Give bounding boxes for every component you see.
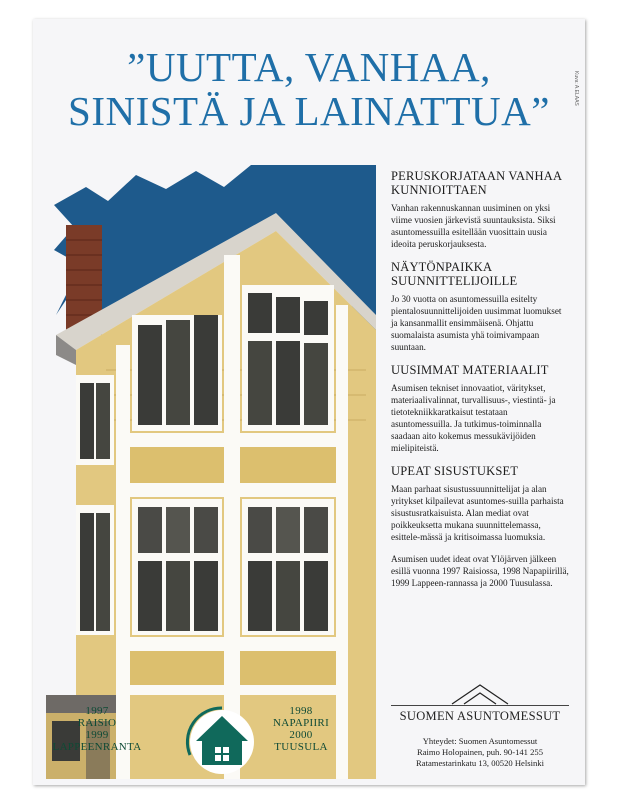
house-illustration	[46, 165, 376, 779]
section-body: Jo 30 vuotta on asuntomessuilla esitelty pientalosuunnittelijoiden uusimmat luomukset ja kansanmallit ensimmäisenä. Ohjattu suomalaista asumista yhä toimivampaan suuntaan.	[391, 294, 562, 352]
section-title: NÄYTÖNPAIKKA SUUNNITTELIJOILLE	[391, 260, 518, 288]
contact-info	[391, 736, 569, 769]
roof-logo-icon	[450, 683, 510, 705]
section-interiors	[391, 464, 569, 543]
badge-left-year-1: 1997	[85, 705, 109, 717]
section-title: PERUSKORJATAAN VANHAA KUNNIOITTAEN	[391, 169, 562, 197]
contact-line-2: Raimo Holopainen, puh. 90-141 255	[416, 747, 544, 757]
section-body: Asumisen tekniset innovaatiot, väritykset, materiaalivalinnat, turvallisuus-, viestintä- ja tietotekniikkaratkaisut testataan asuntomessuilla. Ja tutkimus-toiminnalla saadaan aito kokemus messukävijöiden mielipiteistä.	[391, 383, 556, 453]
section-designers	[391, 260, 569, 353]
badge-right	[256, 705, 346, 753]
badge-left-city-2: LAPPEENRANTA	[52, 741, 142, 753]
badge-right-year-1: 1998	[289, 705, 313, 717]
headline-line-2: SINISTÄ JA LAINATTUA”	[68, 88, 550, 134]
text-column	[391, 169, 569, 599]
section-body: Maan parhaat sisustussuunnittelijat ja alan yritykset kilpailevat asuntomes-suilla parhaista sisustusratkaisuista. Alan mediat ovat poikkeuksetta mukana suunnittelemassa, esittele-mässä ja kritisoimassa luomuksia.	[391, 484, 564, 542]
contact-line-1: Yhteydet: Suomen Asuntomessut	[422, 736, 538, 746]
organizer-logo	[391, 683, 569, 769]
badge-left-city-1: RAISIO	[77, 717, 117, 729]
brochure-page	[33, 19, 585, 785]
badge-left	[52, 705, 142, 753]
contact-line-3: Ratamestarinkatu 13, 00520 Helsinki	[416, 758, 544, 768]
badge-right-city-1: NAPAPIIRI	[272, 717, 330, 729]
badge-right-year-2: 2000	[289, 729, 313, 741]
house-photo	[46, 165, 376, 779]
badge-right-city-2: TUUSULA	[274, 741, 328, 753]
organizer-name: SUOMEN ASUNTOMESSUT	[391, 705, 569, 724]
section-renovation	[391, 169, 569, 250]
closing-paragraph: Asumisen uudet ideat ovat Ylöjärven jälkeen esillä vuonna 1997 Raisiossa, 1998 Napapiirillä, 1999 Lappeen-rannassa ja 2000 Tuusulassa.	[391, 554, 569, 588]
photo-credit: Kuva: A.ELAAS	[573, 71, 579, 106]
section-body: Vanhan rakennuskannan uusiminen on yksi viime vuosien järkevistä suuntauksista. Siksi asuntomessuilla esitellään vuosittain uusia ideoita peruskorjauksesta.	[391, 203, 556, 249]
section-title: UPEAT SISUSTUKSET	[391, 464, 519, 478]
badge-left-year-2: 1999	[85, 729, 109, 741]
headline-line-1: ”UUTTA, VANHAA,	[127, 44, 491, 90]
section-title: UUSIMMAT MATERIAALIT	[391, 363, 549, 377]
section-materials	[391, 363, 569, 454]
headline	[33, 45, 585, 133]
